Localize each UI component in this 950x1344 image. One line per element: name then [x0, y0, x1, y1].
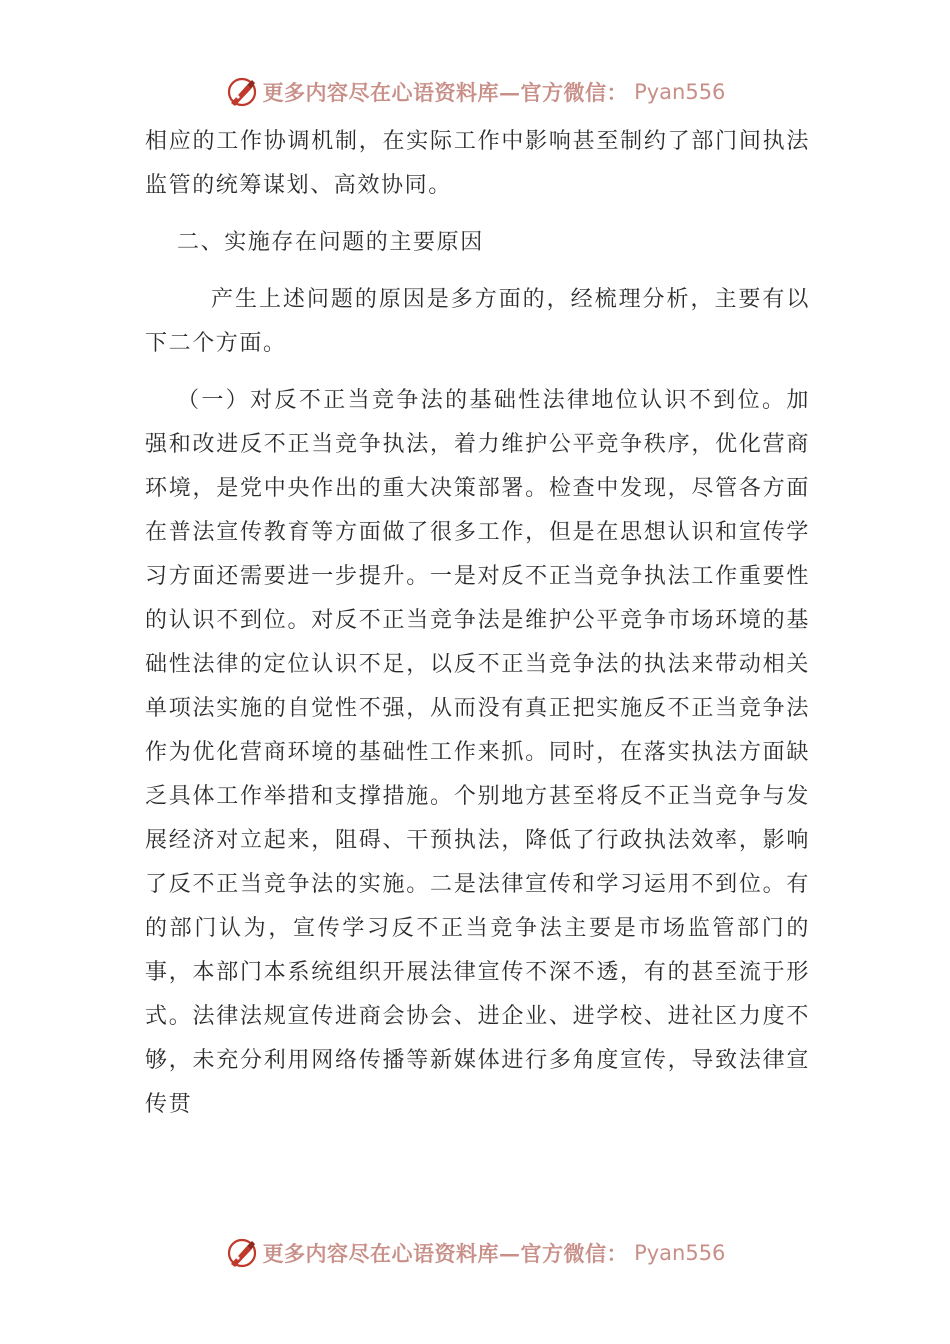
pen-logo-icon — [225, 1236, 259, 1270]
paragraph-point-one: （一）对反不正当竞争法的基础性法律地位认识不到位。加强和改进反不正当竞争执法，着力维护公平竞争秩序，优化营商环境，是党中央作出的重大决策部署。检查中发现，尽管各方面在普法宣传教育等方面做了很多工作，但是在思想认识和宣传学习方面还需要进一步提升。一是对反不正当竞争执法工作重要性的认识不到位。对反不正当竞争法是维护公平竞争市场环境的基础性法律的定位认识不足，以反不正当竞争法的执法来带动相关单项法实施的自觉性不强，从而没有真正把实施反不正当竞争法作为优化营商环境的基础性工作来抓。同时，在落实执法方面缺乏具体工作举措和支撑措施。个别地方甚至将反不正当竞争与发展经济对立起来，阻碍、干预执法，降低了行政执法效率，影响了反不正当竞争法的实施。二是法律宣传和学习运用不到位。有的部门认为，宣传学习反不正当竞争法主要是市场监管部门的事，本部门本系统组织开展法律宣传不深不透，有的甚至流于形式。法律法规宣传进商会协会、进企业、进学校、进社区力度不够，未充分利用网络传播等新媒体进行多角度宣传，导致法律宣传贯 — [145, 388, 810, 1117]
paragraph-continuation: 相应的工作协调机制，在实际工作中影响甚至制约了部门间执法监管的统筹谋划、高效协同。 — [145, 129, 810, 198]
watermark-site-text: 更多内容尽在心语资料库—官方微信： — [262, 1241, 629, 1266]
paragraph-lead: 产生上述问题的原因是多方面的，经梳理分析，主要有以下二个方面。 — [145, 287, 810, 356]
watermark-wechat-id: Pyan556 — [634, 1241, 726, 1265]
watermark-wechat-id: Pyan556 — [634, 80, 726, 104]
watermark-site-text: 更多内容尽在心语资料库—官方微信： — [262, 80, 629, 105]
document-body — [145, 120, 810, 1127]
section-heading: 二、实施存在问题的主要原因 — [177, 230, 484, 255]
header-watermark — [0, 72, 950, 112]
footer-watermark — [0, 1233, 950, 1273]
pen-logo-icon — [225, 75, 259, 109]
